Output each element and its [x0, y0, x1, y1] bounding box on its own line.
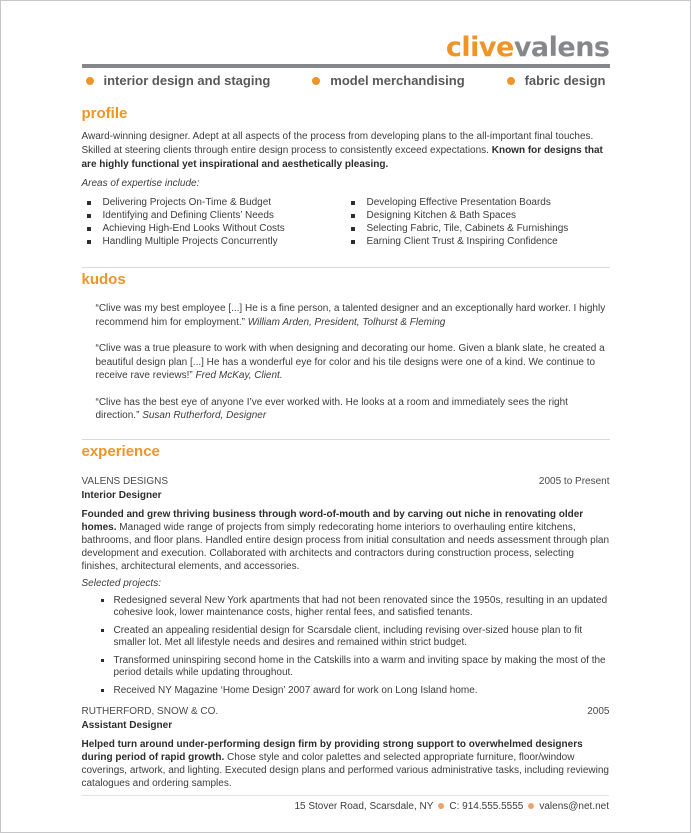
project-text: Received NY Magazine ‘Home Design’ 2007 award for work on Long Island home.: [113, 684, 478, 696]
section-divider: [82, 267, 610, 268]
job-title: Assistant Designer: [81, 720, 173, 731]
list-item: [82, 685, 610, 698]
quote-text: “Clive was my best employee [...] He is a fine person, a talented designer and an exceptionally hard worker. I highly recommend him for employment.”: [95, 303, 606, 328]
job-title: Interior Designer: [81, 489, 162, 501]
list-item: [346, 196, 610, 209]
footer-email: valens@net.net: [539, 801, 609, 812]
square-bullet-icon: [87, 240, 91, 244]
expertise-column-left: [82, 196, 346, 248]
square-bullet-icon: [351, 201, 355, 205]
expertise-text: Earning Client Trust & Inspiring Confidence: [366, 236, 558, 247]
project-text: Transformed uninspiring second home in the Catskills into a warm and inviting space by making the most of the period details while updating throughout.: [113, 654, 606, 678]
service-label: model merchandising: [330, 73, 465, 88]
job-description: [82, 508, 610, 573]
footer-phone: C: 914.555.5555: [449, 801, 524, 812]
job-description-bold: Founded and grew thriving business through word-of-mouth and by carving out niche in renovating older homes.: [81, 508, 584, 533]
header-rule: [82, 64, 610, 68]
square-bullet-icon: [351, 240, 355, 244]
footer-address: 15 Stover Road, Scarsdale, NY: [294, 801, 434, 812]
job-dates: 2005: [587, 706, 610, 717]
list-item: [82, 625, 610, 650]
bullet-dot-icon: [507, 77, 515, 85]
bullet-dot-icon: [86, 77, 94, 85]
section-heading-experience: experience: [81, 442, 160, 460]
expertise-text: Identifying and Defining Clients’ Needs: [102, 210, 274, 221]
profile-summary-bold: Known for designs that are highly functional yet inspirational and aesthetically pleasing.: [81, 145, 603, 170]
footer-contact: [82, 795, 609, 812]
name-first: clive: [445, 32, 514, 63]
project-text: Created an appealing residential design for Scarsdale client, including revising over-sized house plan to fit smaller lot. Met all lifestyle needs and desires and remained within strict budget.: [113, 624, 583, 648]
square-bullet-icon: [87, 214, 91, 218]
projects-list: [82, 595, 610, 698]
bullet-dot-icon: [528, 803, 534, 809]
services-bar: [82, 73, 610, 88]
bullet-dot-icon: [312, 77, 320, 85]
list-item: [82, 196, 346, 209]
expertise-column-right: [346, 196, 610, 248]
job-header: [82, 706, 610, 718]
expertise-text: Selecting Fabric, Tile, Cabinets & Furnishings: [366, 223, 569, 234]
job-dates: 2005 to Present: [538, 475, 610, 487]
expertise-text: Achieving High-End Looks Without Costs: [102, 223, 285, 234]
profile-summary-regular: Award-winning designer. Adept at all aspects of the process from developing plans to the all-important final touches. Skilled at steering clients through entire design process to consistently exceed expectations.: [81, 131, 594, 156]
square-bullet-icon: [351, 227, 355, 231]
company-name: VALENS DESIGNS: [81, 475, 169, 487]
job-description: [82, 738, 610, 790]
service-label: interior design and staging: [103, 73, 271, 88]
profile-summary: [82, 130, 610, 172]
square-bullet-icon: [351, 214, 355, 218]
quote-attribution: Susan Rutherford, Designer: [142, 410, 267, 421]
company-name: RUTHERFORD, SNOW & CO.: [81, 706, 219, 717]
expertise-text: Handling Multiple Projects Concurrently: [102, 236, 278, 247]
list-item: [82, 655, 610, 680]
square-bullet-icon: [101, 629, 105, 633]
kudos-quote: [96, 302, 610, 329]
expertise-text: Designing Kitchen & Bath Spaces: [366, 210, 517, 221]
project-text: Redesigned several New York apartments that had not been renovated since the 1950s, resulting in an updated cohesive look, lower maintenance costs, higher rental fees, and satisfied tenants.: [113, 594, 608, 618]
quote-attribution: Fred McKay, Client.: [195, 370, 283, 381]
service-item: [86, 73, 271, 88]
section-divider: [82, 439, 610, 440]
section-heading-profile: profile: [81, 105, 128, 122]
kudos-quote: [96, 396, 610, 423]
square-bullet-icon: [87, 227, 91, 231]
section-heading-kudos: kudos: [81, 271, 126, 288]
list-item: [82, 595, 610, 620]
job-description-bold: Helped turn around under-performing design firm by providing strong support to overwhelmed designers during period of rapid growth.: [81, 739, 583, 763]
service-item: [312, 73, 464, 88]
list-item: [346, 235, 610, 248]
square-bullet-icon: [101, 689, 105, 693]
bullet-dot-icon: [438, 803, 444, 809]
job-description-regular: Chose style and color palettes and selected appropriate furniture, floor/window coverings, artwork, and lighting. Executed design plans and performed various administrative tasks, including reviewing catalogues and ordering samples.: [81, 752, 609, 789]
quote-text: “Clive has the best eye of anyone I’ve ever worked with. He looks at a room and immediately sees the right direction.”: [95, 396, 568, 421]
job-description-regular: Managed wide range of projects from simply redecorating home interiors to overhauling entire kitchens, bathrooms, and floor plans. Handled entire design process from initial consultation and needs assessment through plan development and execution. Collaborated with architects and contractors during construction process, selecting finishes, architectural elements, and accessories.: [81, 521, 610, 572]
projects-label: Selected projects:: [81, 577, 161, 589]
square-bullet-icon: [87, 201, 91, 205]
kudos-quote: [96, 342, 610, 383]
expertise-list: [82, 196, 610, 248]
list-item: [346, 209, 610, 222]
list-item: [82, 235, 346, 248]
service-label: fabric design: [524, 73, 606, 88]
square-bullet-icon: [101, 599, 105, 603]
quote-attribution: William Arden, President, Tolhurst & Fleming: [247, 316, 446, 328]
expertise-text: Developing Effective Presentation Boards: [366, 197, 551, 208]
page-title: [82, 34, 610, 61]
service-item: [507, 73, 606, 88]
list-item: [346, 222, 610, 235]
list-item: [82, 209, 346, 222]
list-item: [82, 222, 346, 235]
quote-text: “Clive was a true pleasure to work with when designing and decorating our home. Given a blank slate, he created a beautiful design plan [...] He has a wonderful eye for color and his tile designs were one of a kind. We continue to receive rave reviews!”: [95, 343, 605, 381]
square-bullet-icon: [101, 659, 105, 663]
expertise-label: Areas of expertise include:: [81, 178, 200, 189]
expertise-text: Delivering Projects On-Time & Budget: [102, 197, 272, 208]
name-last: valens: [513, 32, 610, 63]
job-header: [82, 476, 610, 488]
